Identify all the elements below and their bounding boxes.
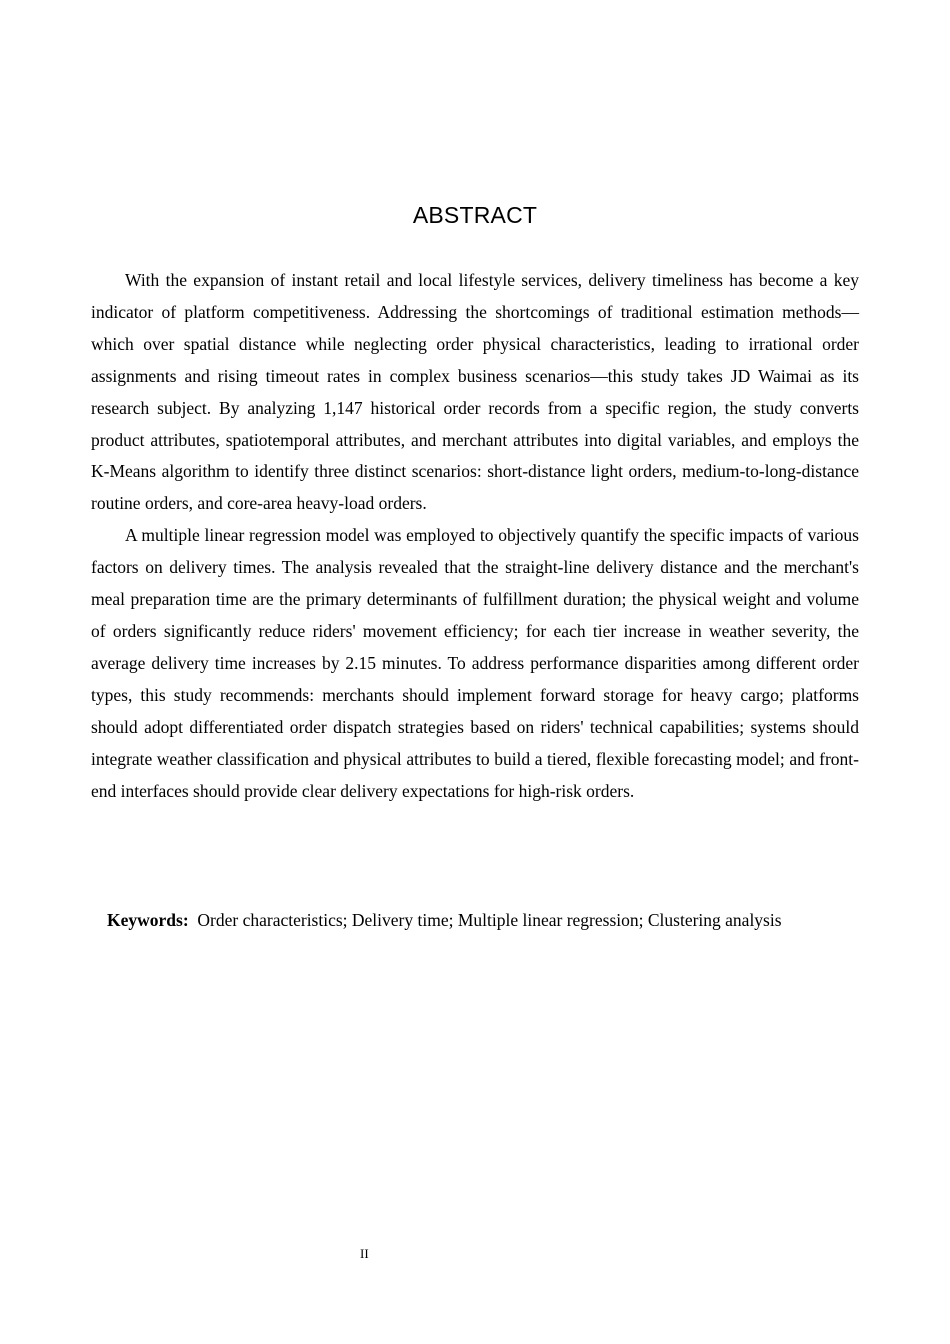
abstract-paragraph-2: A multiple linear regression model was employed to objectively quantify the specific impacts of various factors on delivery times. The analysis revealed that the straight-line delivery distance and the merchant's meal preparation time are the primary determinants of fulfillment duration; the physical weight and volume of orders significantly reduce riders' movement efficiency; for each tier increase in weather severity, the average delivery time increases by 2.15 minutes. To address performance disparities among different order types, this study recommends: merchants should implement forward storage for heavy cargo; platforms should adopt differentiated order dispatch strategies based on riders' technical capabilities; systems should integrate weather classification and physical attributes to build a tiered, flexible forecasting model; and front-end interfaces should provide clear delivery expectations for high-risk orders. [91, 525, 859, 801]
keywords-text: Order characteristics; Delivery time; Multiple linear regression; Clustering analysis [197, 910, 782, 930]
page-number: II [360, 1246, 369, 1261]
keywords-line [107, 905, 907, 935]
abstract-title: ABSTRACT [412, 202, 538, 228]
keywords-label: Keywords: [107, 910, 189, 930]
abstract-paragraph-1: With the expansion of instant retail and local lifestyle services, delivery timeliness has become a key indicator of platform competitiveness. Addressing the shortcomings of traditional estimation methods—which over spatial distance while neglecting order physical characteristics, leading to irrational order assignments and rising timeout rates in complex business scenarios—this study takes JD Waimai as its research subject. By analyzing 1,147 historical order records from a specific region, the study converts product attributes, spatiotemporal attributes, and merchant attributes into digital variables, and employs the K-Means algorithm to identify three distinct scenarios: short-distance light orders, medium-to-long-distance routine orders, and core-area heavy-load orders. [91, 270, 859, 514]
abstract-body [91, 265, 859, 807]
